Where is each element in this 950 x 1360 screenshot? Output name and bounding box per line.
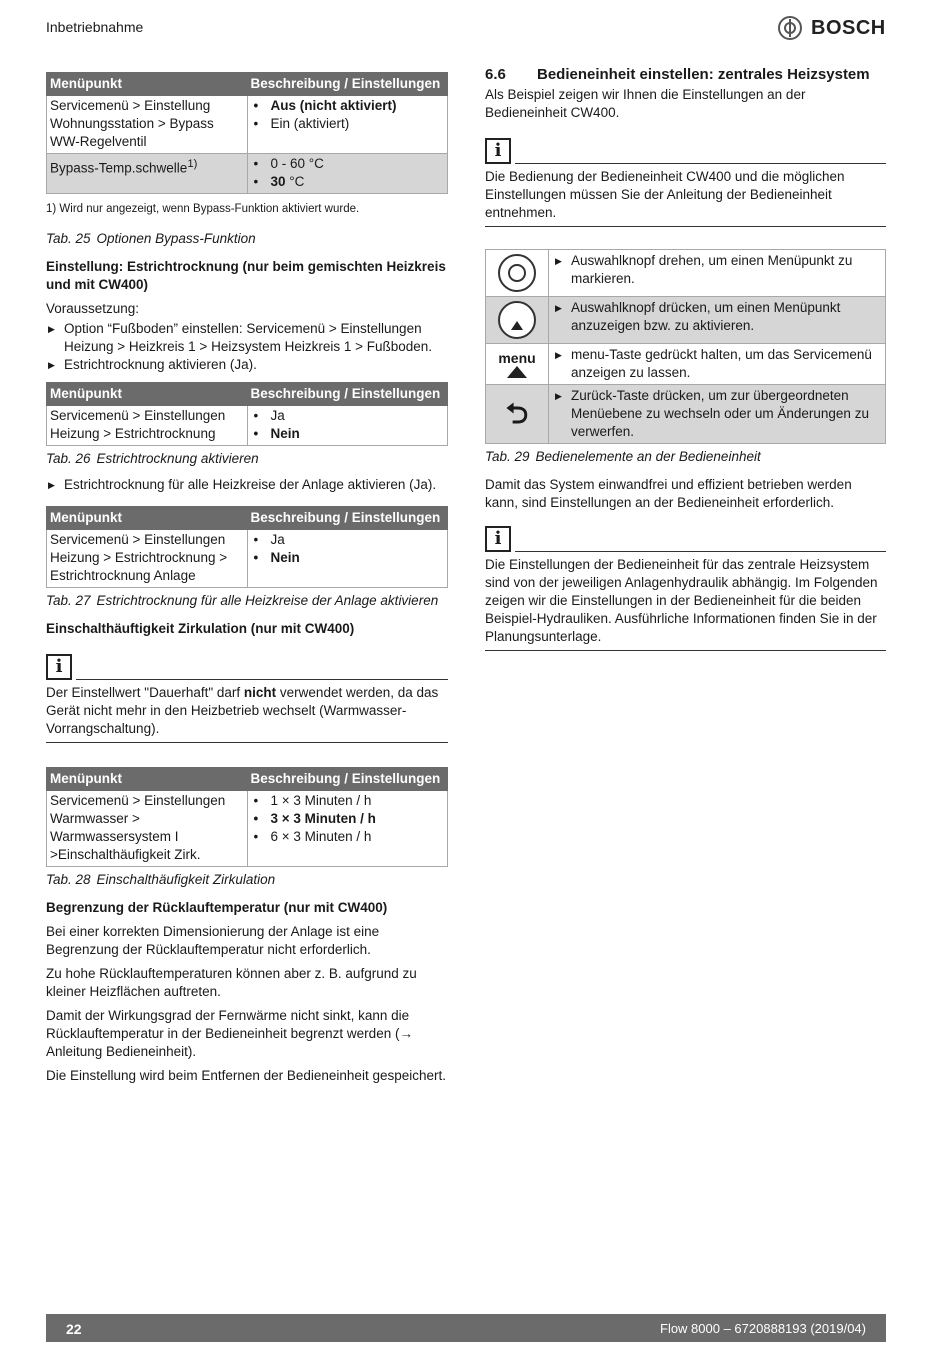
option: • 1 × 3 Minuten / h [251, 792, 445, 810]
info-text: Die Bedienung der Bedieneinheit CW400 und die möglichen Einstellungen müssen Sie der Anleitung der Bedieneinheit entnehmen. [485, 169, 845, 220]
step-list [46, 476, 448, 494]
option-default: • 30 °C [251, 173, 445, 191]
table-caption: Tab. 26 Estrichtrocknung aktivieren [46, 451, 259, 466]
section-heading: Einstellung: Estrichtrocknung (nur beim gemischten Heizkreis und mit CW400) [46, 259, 446, 292]
info-icon: i [485, 138, 511, 164]
list-item: ▶ Option “Fußboden” einstellen: Servicemenü > Einstellungen Heizung > Heizkreis 1 > Heizsystem Heizkreis 1 > Fußboden. [46, 320, 448, 356]
table-26 [46, 382, 448, 446]
option-default: • 3 × 3 Minuten / h [251, 810, 445, 828]
table-header-beschreibung: Beschreibung / Einstellungen [247, 73, 448, 96]
options-cell [247, 154, 448, 194]
table-caption: Tab. 29 Bedienelemente an der Bedieneinheit [485, 449, 761, 464]
paragraph: Als Beispiel zeigen wir Ihnen die Einstellungen an der Bedieneinheit CW400. [485, 87, 806, 120]
option: • Ein (aktiviert) [251, 115, 445, 133]
paragraph: Damit das System einwandfrei und effizient betrieben werden kann, sind Einstellungen an der Bedieneinheit erforderlich. [485, 477, 852, 510]
options-cell [247, 406, 448, 446]
control-description: ▶ Auswahlknopf drehen, um einen Menüpunkt zu markieren. [553, 252, 881, 288]
table-row [486, 344, 886, 385]
page-footer [46, 1314, 886, 1342]
option-default: • Aus (nicht aktiviert) [251, 97, 445, 115]
paragraph: Damit der Wirkungsgrad der Fernwärme nicht sinkt, kann die Rücklauftemperatur in der Bedieneinheit begrenzt werden (→ Anleitung Bedieneinheit). [46, 1008, 413, 1059]
knob-turn-icon [498, 254, 536, 292]
option: • Ja [251, 531, 445, 549]
table-caption: Tab. 25 Optionen Bypass-Funktion [46, 231, 256, 246]
table-header-beschreibung: Beschreibung / Einstellungen [247, 383, 448, 406]
info-icon: i [46, 654, 72, 680]
footnote-ref: 1) [187, 158, 198, 170]
table-header-beschreibung: Beschreibung / Einstellungen [247, 768, 448, 791]
info-box [46, 654, 448, 743]
table-row [486, 297, 886, 344]
info-text: Der Einstellwert "Dauerhaft" darf nicht verwendet werden, da das Gerät nicht mehr in den Heizbetrieb wechselt (Warmwasser-Vorrangschaltung). [46, 685, 439, 736]
table-row [486, 385, 886, 444]
table-header-menupunkt: Menüpunkt [47, 383, 248, 406]
prerequisite-label: Voraussetzung: [46, 301, 140, 316]
table-25 [46, 72, 448, 194]
brand-logo [778, 16, 886, 40]
table-header-menupunkt: Menüpunkt [47, 73, 248, 96]
table-27 [46, 506, 448, 588]
list-item: ▶ Estrichtrocknung für alle Heizkreise der Anlage aktivieren (Ja). [46, 476, 448, 494]
step-list [46, 320, 448, 374]
info-box [485, 138, 886, 227]
table-29 [485, 249, 886, 444]
table-caption: Tab. 28 Einschalthäufigkeit Zirkulation [46, 872, 276, 887]
section-heading: Begrenzung der Rücklauftemperatur (nur mit CW400) [46, 900, 388, 915]
info-text: Die Einstellungen der Bedieneinheit für das zentrale Heizsystem sind von der jeweiligen Anlagenhydraulik abhängig. Im Folgenden zeigen wir die Einstellungen in der Bedieneinheit für die beiden Beispiel-Hydrauliken. Ausführliche Informationen finden Sie in der Planungsunterlage. [485, 557, 878, 644]
option: • Ja [251, 407, 445, 425]
menu-path: Servicemenü > Einstellungen Heizung > Estrichtrocknung [47, 406, 248, 446]
paragraph: Bei einer korrekten Dimensionierung der Anlage ist eine Begrenzung der Rücklauftemperatur nicht erforderlich. [46, 924, 380, 957]
knob-press-icon [498, 301, 536, 339]
options-cell [247, 530, 448, 588]
control-description: ▶ Zurück-Taste drücken, um zur übergeordneten Menüebene zu wechseln oder um Änderungen zu verwerfen. [553, 387, 881, 441]
brand-name: BOSCH [811, 17, 886, 39]
section-title: 6.6 Bedieneinheit einstellen: zentrales Heizsystem [485, 66, 870, 83]
bosch-armature-icon [778, 16, 802, 40]
table-row [486, 250, 886, 297]
table-28 [46, 767, 448, 867]
running-header: Inbetriebnahme [46, 19, 144, 35]
table-header-beschreibung: Beschreibung / Einstellungen [247, 507, 448, 530]
paragraph: Zu hohe Rücklauftemperaturen können aber z. B. aufgrund zu kleiner Heizflächen auftreten. [46, 966, 417, 999]
table-caption: Tab. 27 Estrichtrocknung für alle Heizkreise der Anlage aktivieren [46, 593, 439, 608]
table-row [47, 154, 448, 194]
document-id: Flow 8000 – 6720888193 (2019/04) [660, 1321, 866, 1336]
options-cell [247, 791, 448, 867]
table-row [47, 791, 448, 867]
option: • 6 × 3 Minuten / h [251, 828, 445, 846]
table-row [47, 530, 448, 588]
table-header-menupunkt: Menüpunkt [47, 507, 248, 530]
menu-path: Servicemenü > Einstellungen Warmwasser > Warmwassersystem I >Einschalthäufigkeit Zirk. [47, 791, 248, 867]
table-header-menupunkt: Menüpunkt [47, 768, 248, 791]
table-row [47, 96, 448, 154]
menu-path: Servicemenü > Einstellungen Heizung > Estrichtrocknung > Estrichtrocknung Anlage [47, 530, 248, 588]
paragraph: Die Einstellung wird beim Entfernen der Bedieneinheit gespeichert. [46, 1068, 446, 1083]
info-box [485, 526, 886, 651]
page-number: 22 [66, 1321, 82, 1337]
back-button-icon: ⮌ [505, 398, 529, 429]
control-description: ▶ Auswahlknopf drücken, um einen Menüpunkt anzuzeigen bzw. zu aktivieren. [553, 299, 881, 335]
section-heading: Einschalthäuftigkeit Zirkulation (nur mit CW400) [46, 621, 355, 636]
option-default: • Nein [251, 549, 445, 567]
menu-path: Bypass-Temp.schwelle$^{1)}$ [47, 154, 248, 194]
left-column [46, 72, 448, 1085]
menu-button-icon: menu [486, 351, 548, 378]
menu-path: Servicemenü > Einstellung Wohnungsstation > Bypass WW-Regelventil [47, 96, 248, 154]
control-description: ▶ menu-Taste gedrückt halten, um das Servicemenü anzeigen zu lassen. [553, 346, 881, 382]
footnote: 1) Wird nur angezeigt, wenn Bypass-Funktion aktiviert wurde. [46, 203, 360, 215]
option: • 0 - 60 °C [251, 155, 445, 173]
list-item: ▶ Estrichtrocknung aktivieren (Ja). [46, 356, 448, 374]
option-default: • Nein [251, 425, 445, 443]
info-icon: i [485, 526, 511, 552]
options-cell [247, 96, 448, 154]
right-column [485, 66, 886, 651]
table-row [47, 406, 448, 446]
